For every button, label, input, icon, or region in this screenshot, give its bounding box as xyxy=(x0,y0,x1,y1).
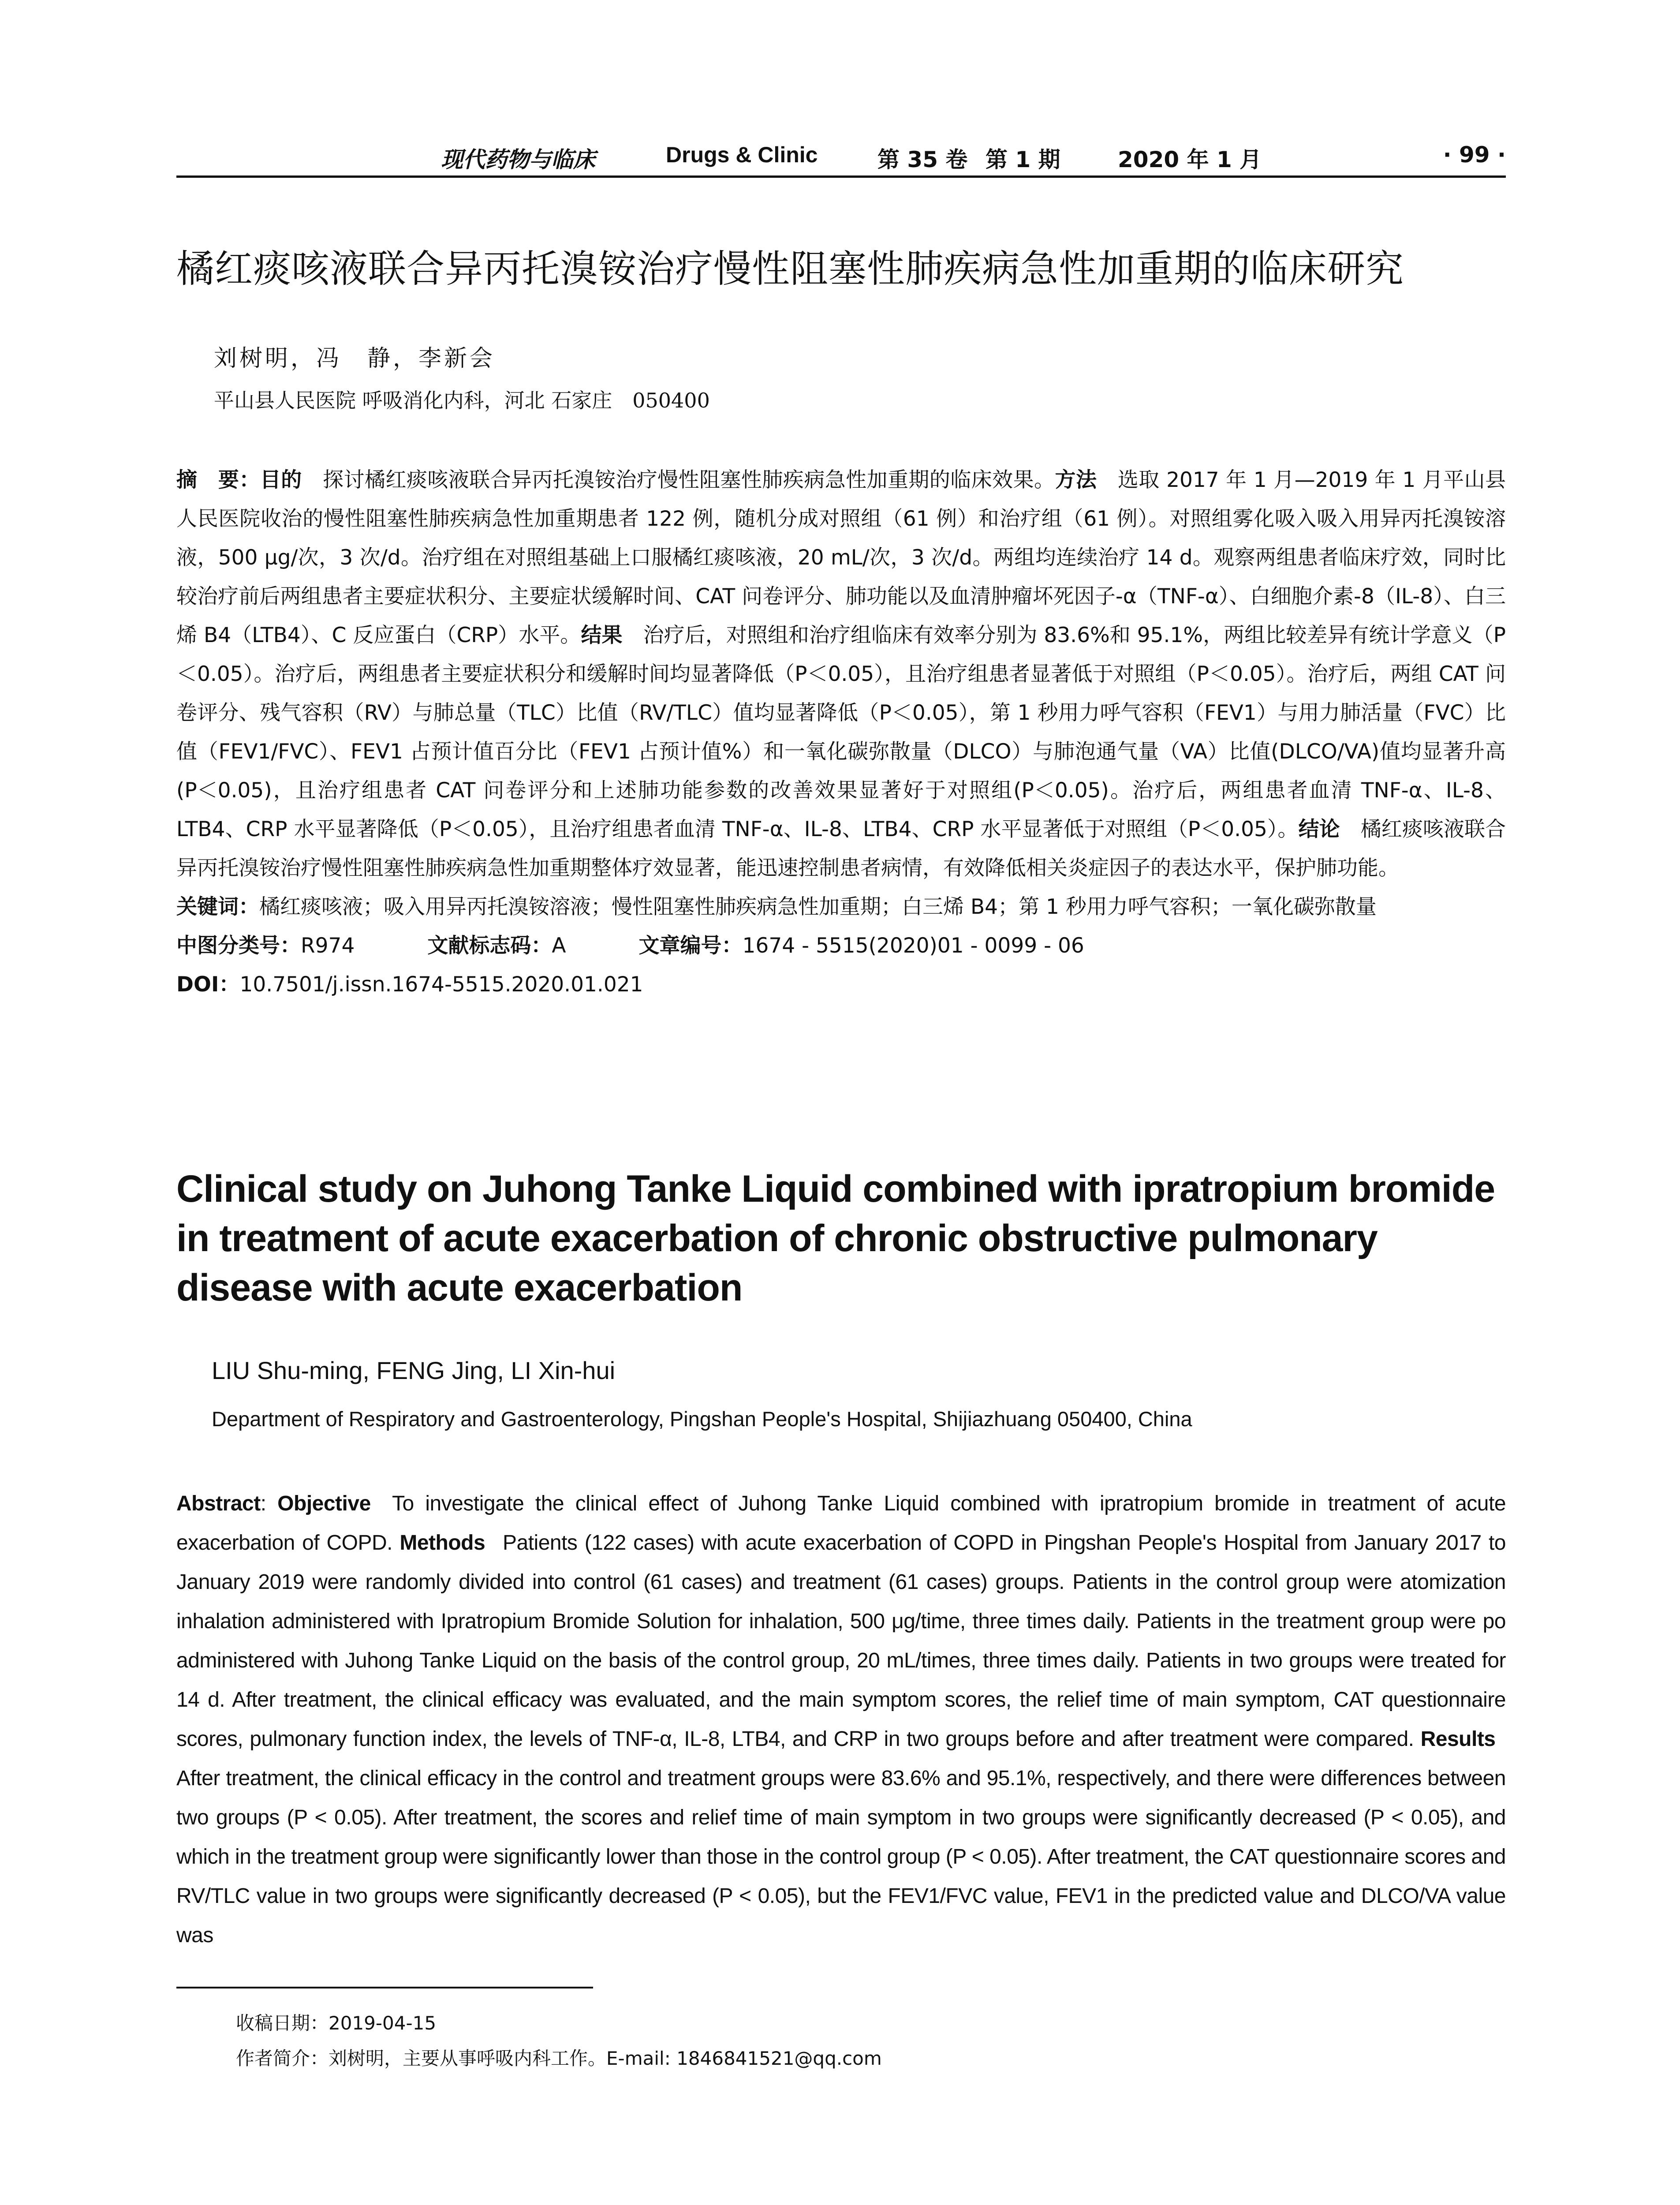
methods-label-cn: 方法 xyxy=(1055,468,1097,492)
abstract-label-en: Abstract xyxy=(176,1492,261,1515)
volume: 第 35 卷 xyxy=(877,147,968,172)
doi-value: 10.7501/j.issn.1674-5515.2020.01.021 xyxy=(239,972,643,997)
results-text-en: After treatment, the clinical efficacy in the control and treatment groups were 83.6% and 95.1%, respectively, and there were differences between two groups (P < 0.05). After treatment, the scores and relief time of main symptom in two groups were significantly decreased (P < 0.05), and which in the treatment group were significantly lower than those in the control group (P < 0.05). After treatment, the CAT questionnaire scores and RV/TLC value in two groups were significantly decreased (P < 0.05), but the FEV1/FVC value, FEV1 in the predicted value and DLCO/VA value was xyxy=(176,1767,1506,1947)
received-label: 收稿日期： xyxy=(236,2012,329,2034)
classification-line xyxy=(176,927,1506,965)
conclusion-text-cn: 橘红痰咳液联合异丙托溴铵治疗慢性阻塞性肺疾病急性加重期整体疗效显著，能迅速控制患者病情，有效降低相关炎症因子的表达水平，保护肺功能。 xyxy=(176,817,1506,880)
english-title: Clinical study on Juhong Tanke Liquid combined with ipratropium bromide in treatment of acute exacerbation of chronic obstructive pulmonary disease with acute exacerbation xyxy=(176,1168,1495,1309)
article-number-value: 1674 - 5515(2020)01 - 0099 - 06 xyxy=(742,934,1084,958)
author-bio-footnote xyxy=(236,2044,882,2070)
author-bio-label: 作者简介： xyxy=(236,2048,329,2069)
doi-label: DOI： xyxy=(176,972,240,997)
keywords-label-cn: 关键词： xyxy=(176,895,259,919)
author-bio: 刘树明，主要从事呼吸内科工作。E-mail: 1846841521@qq.com xyxy=(329,2048,882,2069)
header-rule xyxy=(176,176,1506,178)
keywords-text-cn: 橘红痰咳液；吸入用异丙托溴铵溶液；慢性阻塞性肺疾病急性加重期；白三烯 B4；第 1 秒用力呼气容积；一氧化碳弥散量 xyxy=(259,895,1377,919)
received-date: 2019-04-15 xyxy=(329,2012,437,2034)
chinese-abstract xyxy=(176,461,1506,888)
objective-text-cn: 探讨橘红痰咳液联合异丙托溴铵治疗慢性阻塞性肺疾病急性加重期的临床效果。 xyxy=(322,468,1055,492)
objective-label-cn: 目的 xyxy=(260,468,302,492)
received-date-footnote xyxy=(236,2009,436,2035)
clc-value: R974 xyxy=(301,934,355,958)
issue: 第 1 期 xyxy=(986,147,1060,172)
footnote-rule xyxy=(176,1987,593,1988)
results-label-cn: 结果 xyxy=(581,623,623,647)
clc-label: 中图分类号： xyxy=(176,934,301,958)
methods-text-cn: 选取 2017 年 1 月—2019 年 1 月平山县人民医院收治的慢性阻塞性肺疾病急性加重期患者 122 例，随机分成对照组（61 例）和治疗组（61 例）。对照组雾化吸入吸入用异丙托溴铵溶液，500 μg/次，3 次/d。治疗组在对照组基础上口服橘红痰咳液，20 mL/次，3 次/d。两组均连续治疗 14 d。观察两组患者临床疗效，同时比较治疗前后两组患者主要症状积分、主要症状缓解时间、CAT 问卷评分、肺功能以及血清肿瘤坏死因子-α（TNF-α）、白细胞介素-8（IL-8）、白三烯 B4（LTB4）、C 反应蛋白（CRP）水平。 xyxy=(176,468,1506,647)
running-header xyxy=(176,138,1506,173)
chinese-title: 橘红痰咳液联合异丙托溴铵治疗慢性阻塞性肺疾病急性加重期的临床研究 xyxy=(176,247,1404,291)
objective-text-en: To investigate the clinical effect of Juhong Tanke Liquid combined with ipratropium bromide in treatment of acute exacerbation of COPD. xyxy=(176,1492,1506,1555)
keywords-cn xyxy=(176,888,1506,927)
chinese-authors: 刘树明，冯 静，李新会 xyxy=(214,345,496,372)
methods-text-en: Patients (122 cases) with acute exacerbation of COPD in Pingshan People's Hospital from January 2017 to January 2019 were randomly divided into control (61 cases) and treatment (61 cases) groups. Patients in the control group were atomization inhalation administered with Ipratropium Bromide Solution for inhalation, 500 μg/time, three times daily. Patients in the treatment group were po administered with Juhong Tanke Liquid on the basis of the control group, 20 mL/times, three times daily. Patients in two groups were treated for 14 d. After treatment, the clinical efficacy was evaluated, and the main symptom scores, the relief time of main symptom, CAT questionnaire scores, pulmonary function index, the levels of TNF-α, IL-8, LTB4, and CRP in two groups before and after treatment were compared. xyxy=(176,1531,1506,1751)
english-abstract: Abstract: Objective To investigate the clinical effect of Juhong Tanke Liquid combined with ipratropium bromide in treatment of acute exacerbation of COPD. Methods Patients (122 cases) with acute exacerbation of COPD in Pingshan People's Hospital from January 2017 to January 2019 were randomly divided into control (61 cases) and treatment (61 cases) groups. Patients in the control group were atomization inhalation administered with Ipratropium Bromide Solution for inhalation, 500 μg/time, three times daily. Patients in the treatment group were po administered with Juhong Tanke Liquid on the basis of the control group, 20 mL/times, three times daily. Patients in two groups were treated for 14 d. After treatment, the clinical efficacy was evaluated, and the main symptom scores, the relief time of main symptom, CAT questionnaire scores, pulmonary function index, the levels of TNF-α, IL-8, LTB4, and CRP in two groups before and after treatment were compared. Results After treatment, the clinical efficacy in the control and treatment groups were 83.6% and 95.1%, respectively, and there were differences between two groups (P < 0.05). After treatment, the scores and relief time of main symptom in two groups were significantly decreased (P < 0.05), and which in the treatment group were significantly lower than those in the control group (P < 0.05). After treatment, the CAT questionnaire scores and RV/TLC value in two groups were significantly decreased (P < 0.05), but the FEV1/FVC value, FEV1 in the predicted value and DLCO/VA value was xyxy=(176,1492,1506,1947)
chinese-affiliation: 平山县人民医院 呼吸消化内科，河北 石家庄 050400 xyxy=(214,389,710,412)
journal-name-en: Drugs & Clinic xyxy=(666,142,818,167)
english-authors: LIU Shu-ming, FENG Jing, LI Xin-hui xyxy=(212,1357,616,1384)
methods-label-en: Methods xyxy=(399,1531,485,1555)
issue-date: 2020 年 1 月 xyxy=(1118,147,1262,172)
doi-line xyxy=(176,965,1506,1004)
page-number: · 99 · xyxy=(1443,142,1506,168)
results-text-cn: 治疗后，对照组和治疗组临床有效率分别为 83.6%和 95.1%，两组比较差异有统计学意义（P＜0.05）。治疗后，两组患者主要症状积分和缓解时间均显著降低（P＜0.05），且治疗组患者显著低于对照组（P＜0.05）。治疗后，两组 CAT 问卷评分、残气容积（RV）与肺总量（TLC）比值（RV/TLC）值均显著降低（P＜0.05），第 1 秒用力呼气容积（FEV1）与用力肺活量（FVC）比值（FEV1/FVC）、FEV1 占预计值百分比（FEV1 占预计值%）和一氧化碳弥散量（DLCO）与肺泡通气量（VA）比值(DLCO/VA)值均显著升高(P＜0.05)，且治疗组患者 CAT 问卷评分和上述肺功能参数的改善效果显著好于对照组(P＜0.05)。治疗后，两组患者血清 TNF-α、IL-8、LTB4、CRP 水平显著降低（P＜0.05），且治疗组患者血清 TNF-α、IL-8、LTB4、CRP 水平显著低于对照组（P＜0.05）。 xyxy=(176,623,1506,841)
chinese-abstract-block xyxy=(176,461,1506,1004)
doc-code-label: 文献标志码： xyxy=(427,934,552,958)
objective-label-en: Objective xyxy=(277,1492,371,1515)
results-label-en: Results xyxy=(1420,1727,1496,1751)
conclusion-label-cn: 结论 xyxy=(1298,817,1340,841)
english-affiliation: Department of Respiratory and Gastroenterology, Pingshan People's Hospital, Shijiazhuang 050400, China xyxy=(212,1407,1192,1431)
journal-name-cn: 现代药物与临床 xyxy=(441,146,595,172)
article-number-label: 文章编号： xyxy=(638,934,743,958)
doc-code-value: A xyxy=(552,934,566,958)
abstract-label-cn: 摘 要： xyxy=(176,468,260,492)
